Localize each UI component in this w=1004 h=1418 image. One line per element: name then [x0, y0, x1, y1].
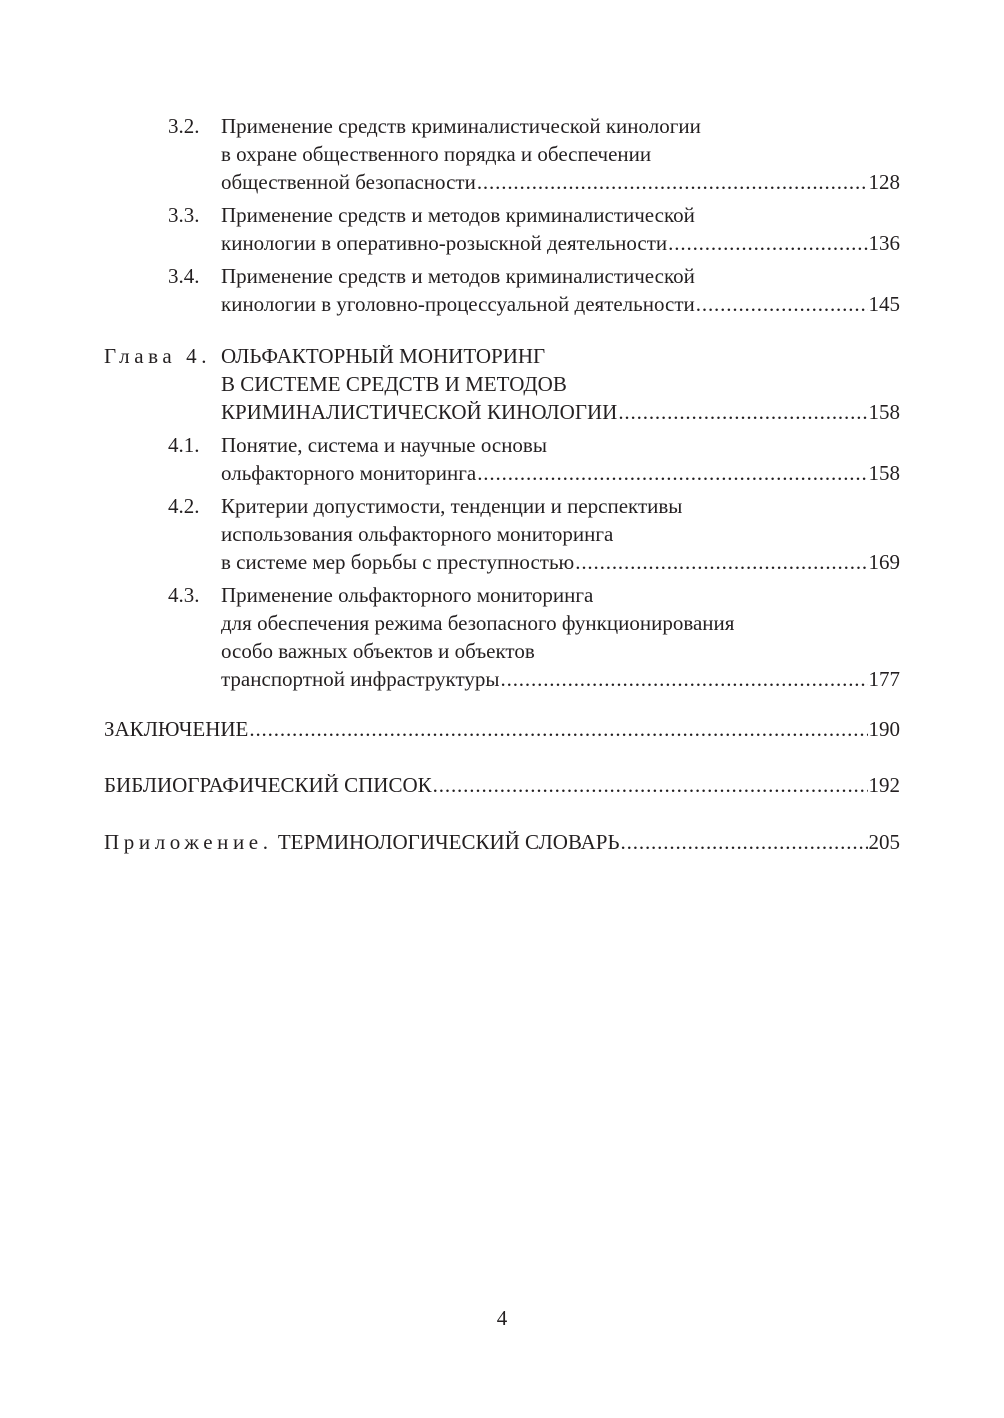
section-title-line: Применение средств и методов криминалистической: [221, 203, 695, 227]
section-title-line: Понятие, система и научные основы: [221, 433, 547, 457]
page-reference: 128: [868, 170, 900, 194]
section-number: 3.3.: [168, 203, 200, 227]
dot-leader: [249, 715, 867, 743]
section-number: 4.1.: [168, 433, 200, 457]
chapter-title-line: В СИСТЕМЕ СРЕДСТВ И МЕТОДОВ: [221, 372, 567, 396]
page-reference: 158: [868, 400, 900, 424]
appendix-label: Приложение.: [104, 830, 273, 854]
dot-leader: [696, 290, 868, 318]
toc-entry-chapter-4: [104, 342, 900, 426]
section-number: 4.3.: [168, 583, 200, 607]
page-reference: 158: [868, 461, 900, 485]
section-number: 3.2.: [168, 114, 200, 138]
toc-entry-bibliography: [104, 771, 900, 799]
page-reference: 136: [868, 231, 900, 255]
page-reference: 192: [868, 773, 900, 797]
section-title-line: кинологии в оперативно-розыскной деятельности: [221, 231, 668, 255]
dot-leader: [501, 665, 868, 693]
dot-leader: [575, 548, 867, 576]
toc-entry-4-1: [104, 431, 900, 487]
section-title-line: в системе мер борьбы с преступностью: [221, 550, 575, 574]
section-title-line: в охране общественного порядка и обеспечении: [221, 142, 652, 166]
section-title-line: Применение средств и методов криминалистической: [221, 264, 695, 288]
section-title-line: особо важных объектов и объектов: [221, 639, 535, 663]
toc-entry-4-3: [104, 581, 900, 693]
chapter-title-line: КРИМИНАЛИСТИЧЕСКОЙ КИНОЛОГИИ: [221, 400, 618, 424]
section-number: 4.2.: [168, 494, 200, 518]
dot-leader: [668, 229, 867, 257]
chapter-title-line: ОЛЬФАКТОРНЫЙ МОНИТОРИНГ: [221, 344, 546, 368]
toc-entry-3-3: [104, 201, 900, 257]
section-title-line: ольфакторного мониторинга: [221, 461, 477, 485]
toc-entry-conclusion: [104, 715, 900, 743]
section-title-line: кинологии в уголовно-процессуальной деятельности: [221, 292, 695, 316]
dot-leader: [621, 828, 868, 856]
page-number: 4: [496, 1306, 508, 1330]
section-number: 3.4.: [168, 264, 200, 288]
dot-leader: [618, 398, 867, 426]
section-title-line: транспортной инфраструктуры: [221, 667, 500, 691]
page-reference: 177: [868, 667, 900, 691]
appendix-title: ТЕРМИНОЛОГИЧЕСКИЙ СЛОВАРЬ: [277, 830, 620, 854]
dot-leader: [477, 459, 867, 487]
conclusion-title: ЗАКЛЮЧЕНИЕ: [104, 717, 249, 741]
bibliography-title: БИБЛИОГРАФИЧЕСКИЙ СПИСОК: [104, 773, 432, 797]
table-of-contents: [104, 112, 900, 856]
section-title-line: использования ольфакторного мониторинга: [221, 522, 614, 546]
section-title-line: Критерии допустимости, тенденции и перспективы: [221, 494, 683, 518]
dot-leader: [477, 168, 868, 196]
toc-entry-3-2: [104, 112, 900, 196]
page-reference: 190: [868, 717, 900, 741]
dot-leader: [433, 771, 868, 799]
toc-entry-appendix: [104, 828, 900, 856]
section-title-line: общественной безопасности: [221, 170, 476, 194]
toc-entry-3-4: [104, 262, 900, 318]
page-reference: 169: [868, 550, 900, 574]
section-title-line: Применение ольфакторного мониторинга: [221, 583, 594, 607]
section-title-line: для обеспечения режима безопасного функционирования: [221, 611, 735, 635]
section-title-line: Применение средств криминалистической кинологии: [221, 114, 701, 138]
page-reference: 145: [868, 292, 900, 316]
page-reference: 205: [868, 830, 900, 854]
toc-entry-4-2: [104, 492, 900, 576]
chapter-number: Глава 4.: [104, 344, 212, 368]
